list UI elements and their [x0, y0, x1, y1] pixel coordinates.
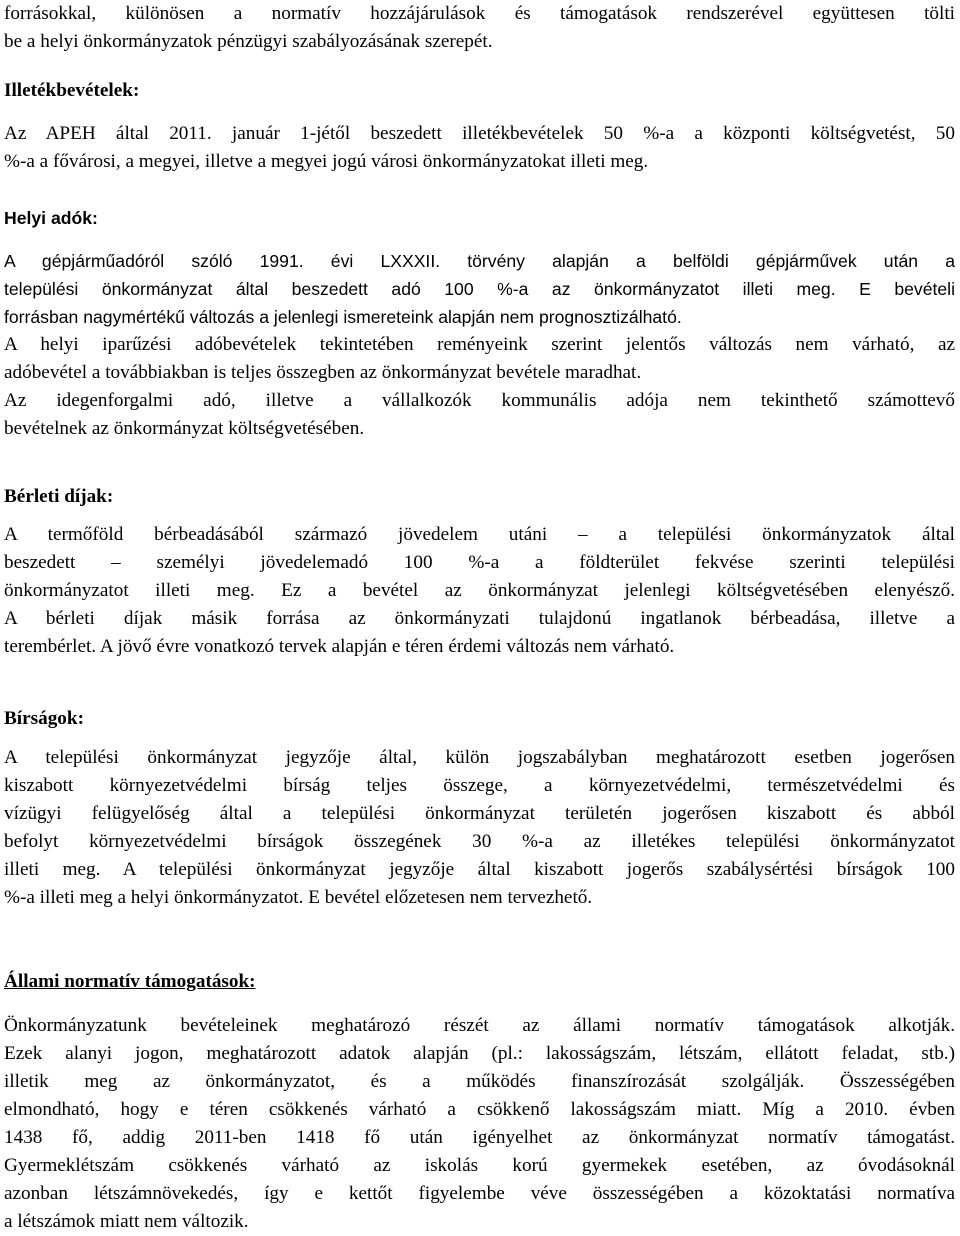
heading-illetekbevetelek: Illetékbevételek: — [4, 80, 140, 101]
helyi-adok-line-1: A gépjárműadóról szóló 1991. évi LXXXII. törvény alapján a belföldi gépjárművek után a — [4, 251, 955, 271]
iparuzesi-line-2: adóbevétel a továbbiakban is teljes összegben az önkormányzat bevétele maradhat. — [4, 362, 642, 383]
berleti-line-3: önkormányzatot illeti meg. Ez a bevétel az önkormányzat jelenlegi költségvetésében elenyésző. — [4, 580, 955, 601]
intro-line-1: forrásokkal, különösen a normatív hozzájárulások és támogatások rendszerével együttesen tölti — [4, 3, 955, 24]
berleti-paragraph — [4, 521, 955, 661]
allami-line-3: illetik meg az önkormányzatot, és a működés finanszírozását szolgálják. Összességében — [4, 1071, 955, 1092]
allami-line-2: Ezek alanyi jogon, meghatározott adatok alapján (pl.: lakosságszám, létszám, ellátott feladat, stb.) — [4, 1043, 955, 1064]
heading-helyi-adok: Helyi adók: — [4, 208, 98, 228]
heading-berleti-dijak: Bérleti díjak: — [4, 486, 114, 507]
allami-line-7: azonban létszámnövekedés, így e kettőt figyelembe véve összességében a közoktatási normatíva — [4, 1183, 955, 1204]
helyi-adok-line-2: települési önkormányzat által beszedett adó 100 %-a az önkormányzatot illeti meg. E bevételi — [4, 279, 955, 299]
birsagok-line-4: befolyt környezetvédelmi bírságok összegének 30 %-a az illetékes települési önkormányzatot — [4, 831, 955, 852]
allami-paragraph — [4, 1012, 955, 1236]
birsagok-line-5: illeti meg. A települési önkormányzat jegyzője által kiszabott jogerős szabálysértési bírságok 100 — [4, 859, 955, 880]
iparuzesi-line-1: A helyi iparűzési adóbevételek tekintetében reményeink szerint jelentős változás nem várható, az — [4, 334, 955, 355]
berleti-line-4: A bérleti díjak másik forrása az önkormányzati tulajdonú ingatlanok bérbeadása, illetve a — [4, 608, 955, 629]
illetek-paragraph — [4, 120, 955, 176]
allami-line-1: Önkormányzatunk bevételeinek meghatározó részét az állami normatív támogatások alkotják. — [4, 1015, 955, 1036]
idegenforgalmi-line-2: bevételnek az önkormányzat költségvetésében. — [4, 418, 365, 439]
intro-paragraph — [4, 0, 955, 56]
iparuzesi-paragraph — [4, 331, 955, 443]
helyi-adok-paragraph — [4, 247, 955, 331]
allami-line-5: 1438 fő, addig 2011-ben 1418 fő után igényelhet az önkormányzat normatív támogatást. — [4, 1127, 955, 1148]
helyi-adok-line-3: forrásban nagymértékű változás a jelenlegi ismereteink alapján nem prognosztizálható. — [4, 307, 682, 327]
illetek-line-1: Az APEH által 2011. január 1-jétől beszedett illetékbevételek 50 %-a a központi költségvetést, 50 — [4, 123, 955, 144]
heading-allami-normativ: Állami normatív támogatások: — [4, 971, 256, 992]
heading-birsagok: Bírságok: — [4, 708, 84, 729]
allami-line-8: a létszámok miatt nem változik. — [4, 1211, 249, 1232]
idegenforgalmi-line-1: Az idegenforgalmi adó, illetve a vállalkozók kommunális adója nem tekinthető számottevő — [4, 390, 955, 411]
allami-line-6: Gyermeklétszám csökkenés várható az iskolás korú gyermekek esetében, az óvodásoknál — [4, 1155, 955, 1176]
birsagok-line-2: kiszabott környezetvédelmi bírság teljes összege, a környezetvédelmi, természetvédelmi és — [4, 775, 955, 796]
birsagok-line-1: A települési önkormányzat jegyzője által, külön jogszabályban meghatározott esetben jogerősen — [4, 747, 955, 768]
intro-line-2: be a helyi önkormányzatok pénzügyi szabályozásának szerepét. — [4, 31, 493, 52]
allami-line-4: elmondható, hogy e téren csökkenés várható a csökkenő lakosságszám miatt. Míg a 2010. évben — [4, 1099, 955, 1120]
berleti-line-2: beszedett – személyi jövedelemadó 100 %-a a földterület fekvése szerinti települési — [4, 552, 955, 573]
birsagok-paragraph — [4, 744, 955, 912]
illetek-line-2: %-a a fővárosi, a megyei, illetve a megyei jogú városi önkormányzatokat illeti meg. — [4, 151, 649, 172]
berleti-line-1: A termőföld bérbeadásából származó jövedelem utáni – a települési önkormányzatok által — [4, 524, 955, 545]
berleti-line-5: terembérlet. A jövő évre vonatkozó tervek alapján e téren érdemi változás nem várható. — [4, 636, 675, 657]
birsagok-line-3: vízügyi felügyelőség által a települési önkormányzat területén jogerősen kiszabott és abból — [4, 803, 955, 824]
birsagok-line-6: %-a illeti meg a helyi önkormányzatot. E bevétel előzetesen nem tervezhető. — [4, 887, 593, 908]
